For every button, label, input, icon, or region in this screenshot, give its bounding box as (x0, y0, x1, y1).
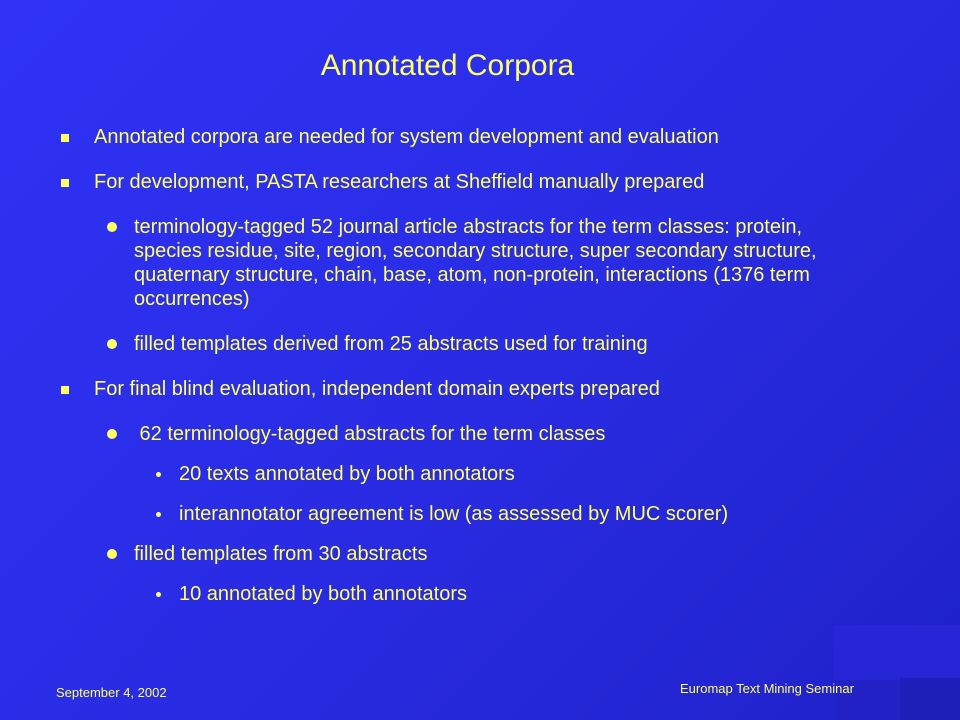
small-bullet-icon (156, 472, 161, 477)
bullet-text: For final blind evaluation, independent domain experts prepared (94, 378, 660, 400)
bullet-level2 (0, 332, 860, 356)
bullet-text: For development, PASTA researchers at Sheffield manually prepared (94, 171, 705, 193)
square-bullet-icon (61, 134, 69, 142)
bullet-level3 (0, 582, 960, 606)
bullet-text: 62 terminology-tagged abstracts for the term classes (134, 423, 606, 445)
round-bullet-icon (107, 222, 117, 232)
bullet-level3 (0, 502, 960, 526)
slide-title: Annotated Corpora (320, 49, 575, 82)
bullet-text: terminology-tagged 52 journal article abstracts for the term classes: protein, species residue, site, region, secondary structure, super secondary structure, quaternary structure, chain, base, atom, non-protein, interactions (1376 term occurrences) (134, 216, 817, 310)
square-bullet-icon (61, 179, 69, 187)
bullet-level1 (0, 377, 960, 401)
bullet-text: Annotated corpora are needed for system development and evaluation (94, 126, 719, 148)
bullet-text: filled templates from 30 abstracts (134, 543, 428, 565)
bullet-level1 (0, 170, 960, 194)
bullet-text: filled templates derived from 25 abstracts used for training (134, 333, 648, 355)
round-bullet-icon (107, 339, 117, 349)
bullet-text: interannotator agreement is low (as assessed by MUC scorer) (179, 503, 729, 525)
bullet-level2 (0, 422, 860, 446)
bullet-list (0, 125, 960, 622)
footer-date: September 4, 2002 (56, 685, 167, 700)
small-bullet-icon (156, 512, 161, 517)
round-bullet-icon (107, 549, 117, 559)
square-bullet-icon (61, 386, 69, 394)
small-bullet-icon (156, 592, 161, 597)
footer-event: Euromap Text Mining Seminar (680, 681, 854, 696)
bullet-level1 (0, 125, 960, 149)
round-bullet-icon (107, 429, 117, 439)
bullet-text: 20 texts annotated by both annotators (179, 463, 515, 485)
corner-decoration-dark (900, 678, 960, 720)
bullet-level2 (0, 215, 860, 311)
bullet-level2 (0, 542, 860, 566)
bullet-text: 10 annotated by both annotators (179, 583, 468, 605)
bullet-level3 (0, 462, 960, 486)
